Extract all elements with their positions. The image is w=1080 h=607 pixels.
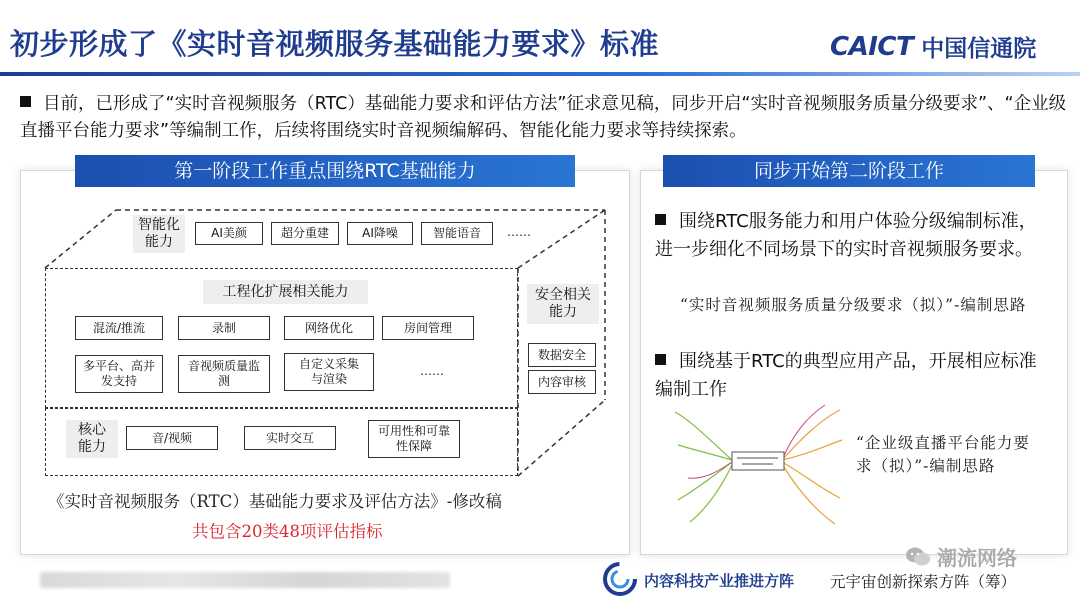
doc-caption: 《实时音视频服务（RTC）基础能力要求及评估方法》-修改稿 bbox=[48, 492, 502, 511]
security-label: 安全相关 能力 bbox=[527, 284, 599, 324]
chip-network-opt: 网络优化 bbox=[284, 316, 374, 340]
right-caption-2: “企业级直播平台能力要求（拟）”-编制思路 bbox=[856, 434, 1030, 475]
chip-ai-beauty: AI美颜 bbox=[195, 222, 263, 245]
square-bullet-icon bbox=[655, 354, 666, 365]
doc-summary: 共包含20类48项评估指标 bbox=[192, 522, 383, 541]
caict-logo bbox=[830, 30, 1036, 63]
chip-custom-capture: 自定义采集与渲染 bbox=[284, 353, 374, 391]
page-title: 初步形成了《实时音视频服务基础能力要求》标准 bbox=[10, 27, 660, 61]
intro-text: 目前，已形成了“实时音视频服务（RTC）基础能力要求和评估方法”征求意见稿，同步开启“实时音视频服务质量分级要求”、“企业级直播平台能力要求”等编制工作，后续将围绕实时音视频编解码、智能化能力要求等持续探索。 bbox=[20, 94, 1067, 141]
right-banner: 同步开始第二阶段工作 bbox=[663, 155, 1035, 187]
wechat-name: 潮流网络 bbox=[937, 546, 1017, 570]
right-bullet-2 bbox=[655, 348, 1050, 404]
chip-smart-voice: 智能语音 bbox=[421, 222, 493, 245]
title-divider bbox=[0, 72, 1080, 76]
right-bullet-2-text: 围绕基于RTC的典型应用产品，开展相应标准编制工作 bbox=[655, 351, 1037, 400]
chip-data-security: 数据安全 bbox=[528, 343, 596, 367]
right-bullet-1 bbox=[655, 208, 1050, 264]
blurred-contact bbox=[40, 572, 450, 588]
chip-record: 录制 bbox=[178, 316, 270, 340]
core-layer-label: 核心 能力 bbox=[66, 420, 118, 458]
chip-multi-platform: 多平台、高并发支持 bbox=[75, 355, 163, 393]
ai-layer-label: 智能化 能力 bbox=[133, 215, 185, 253]
left-banner: 第一阶段工作重点围绕RTC基础能力 bbox=[75, 155, 575, 187]
intro-paragraph bbox=[20, 91, 1070, 145]
chip-room-mgmt: 房间管理 bbox=[382, 316, 474, 340]
square-bullet-icon bbox=[20, 96, 31, 107]
org-logo bbox=[602, 561, 638, 597]
chip-av-quality: 音视频质量监测 bbox=[178, 355, 270, 393]
footer-right-text: 元宇宙创新探索方阵（筹） bbox=[830, 573, 1017, 591]
logo-en: CAICT bbox=[830, 31, 914, 62]
chip-mix-push: 混流/推流 bbox=[75, 316, 163, 340]
wechat-watermark bbox=[905, 542, 1017, 571]
mindmap-thumbnail bbox=[670, 400, 845, 530]
eng-more: …… bbox=[420, 364, 444, 378]
wechat-icon bbox=[905, 546, 931, 568]
org-name: 内容科技产业推进方阵 bbox=[644, 572, 795, 590]
chip-realtime-interaction: 实时交互 bbox=[244, 426, 336, 450]
org-c-logo-icon bbox=[602, 561, 638, 597]
chip-availability: 可用性和可靠性保障 bbox=[368, 420, 460, 458]
logo-cn: 中国信通院 bbox=[921, 36, 1037, 62]
chip-super-resolution: 超分重建 bbox=[271, 222, 339, 245]
square-bullet-icon bbox=[655, 214, 666, 225]
right-bullet-1-text: 围绕RTC服务能力和用户体验分级编制标准，进一步细化不同场景下的实时音视频服务要求。 bbox=[655, 211, 1037, 260]
chip-audio-video: 音/视频 bbox=[126, 426, 218, 450]
eng-layer-label: 工程化扩展相关能力 bbox=[203, 280, 368, 304]
chip-ai-denoise: AI降噪 bbox=[347, 222, 413, 245]
chip-content-review: 内容审核 bbox=[528, 370, 596, 394]
ai-more: …… bbox=[507, 225, 531, 239]
right-caption-1: “实时音视频服务质量分级要求（拟）”-编制思路 bbox=[680, 296, 1027, 314]
